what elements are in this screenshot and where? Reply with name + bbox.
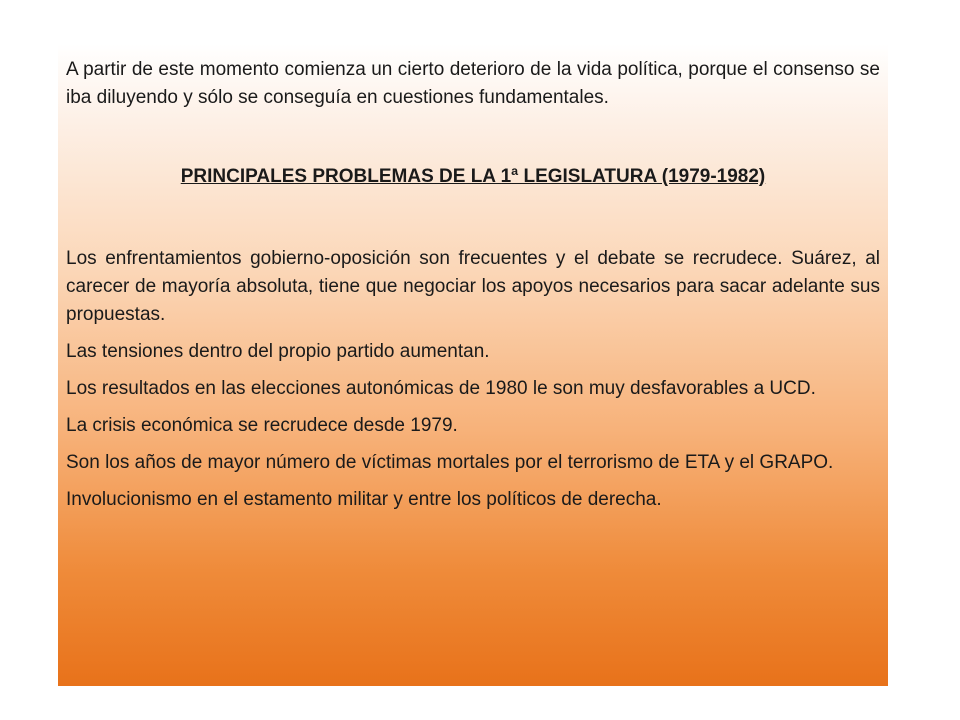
section-heading: PRINCIPALES PROBLEMAS DE LA 1ª LEGISLATURA (1979-1982) — [180, 166, 766, 187]
problem-item: Los resultados en las elecciones autonómicas de 1980 le son muy desfavorables a UCD. — [66, 378, 816, 399]
intro-paragraph: A partir de este momento comienza un cierto deterioro de la vida política, porque el consenso se iba diluyendo y sólo se conseguía en cuestiones fundamentales. — [66, 59, 880, 108]
problem-item: Son los años de mayor número de víctimas mortales por el terrorismo de ETA y el GRAPO. — [66, 452, 834, 473]
slide-text-box — [58, 44, 888, 686]
problem-item: Los enfrentamientos gobierno-oposición son frecuentes y el debate se recrudece. Suárez, al carecer de mayoría absoluta, tiene que negociar los apoyos necesarios para sacar adelante sus propuestas. — [66, 248, 880, 325]
problem-item: Involucionismo en el estamento militar y entre los políticos de derecha. — [66, 489, 662, 510]
problems-list — [66, 245, 880, 514]
problem-item: La crisis económica se recrudece desde 1979. — [66, 415, 458, 436]
problem-item: Las tensiones dentro del propio partido aumentan. — [66, 341, 490, 362]
